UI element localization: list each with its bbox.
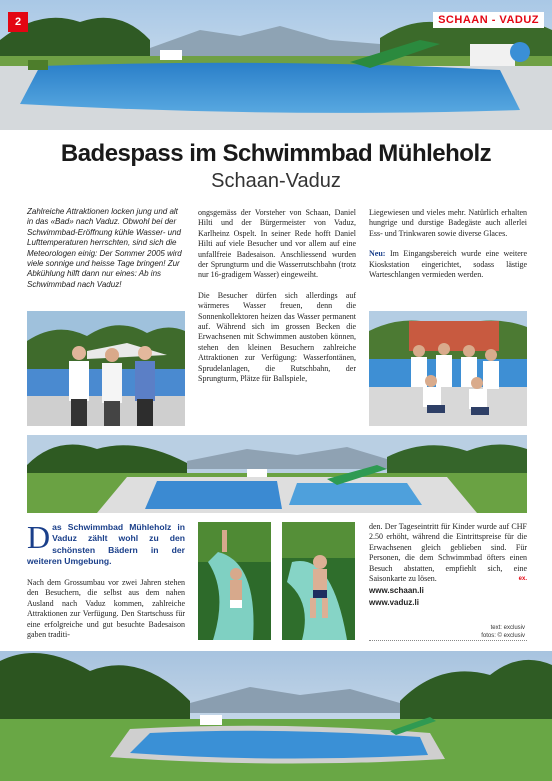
closing-text: den. Der Tageseintritt für Kinder wurde auf CHF 2.50 erhöht, während die Eintrittspreise für die Erwachsenen gleich geblieben sind. Für Personen, die dem Schwimmbad öfters einen Besuch abstatten, empfiehlt sich, eine Saisonkarte zu lösen. [369, 522, 527, 584]
credits [481, 624, 525, 640]
neu-text: Im Eingangsbereich wurde eine weitere Kioskstation eingerichtet, sodass lästige Warteschlangen vermieden werden. [369, 249, 527, 280]
slide-photo-1 [198, 522, 271, 640]
article-paragraph: Nach dem Grossumbau vor zwei Jahren stehen den Besuchern, die selbst aus dem nahen Ausland nach Vaduz kommen, zahlreiche Attraktionen zur Verfügung. Den Startschuss für eine erfolgreiche und gut besuchte Badesaison gaben traditi- [27, 578, 185, 640]
intro-paragraph: Zahlreiche Attraktionen locken jung und alt in das «Bad» nach Vaduz. Obwohl bei der Schwimmbad-Eröffnung kühle Wasser- und Lufttemperaturen herrschten, sind sich die Meteorologen einig: Der Sommer 2005 wird viele sonnige und heisse Tage bringen! Zur Abkühlung hilft dann nur eines: Ab ins Schwimmbad nach Vaduz! [27, 207, 182, 289]
link-vaduz[interactable]: www.vaduz.li [369, 598, 419, 608]
article-column-3-bottom [369, 522, 527, 608]
drop-cap: D [27, 519, 51, 555]
article-paragraph: Die Besucher dürfen sich allerdings auf wärmeres Wasser freuen, denn die Sonnenkollektoren heizen das Wasser permanent auf. Während sich im grossen Becken die Erwachsenen mit Schwimmen austoben können, stehen den kleinen Besuchern zahlreiche Attraktionen zur Verfügung: Wasserfontänen, Sprudelanlagen, die Rutschbahn, der Sprungturm, Plätze für Ballspiele, [198, 290, 356, 384]
link-schaan[interactable]: www.schaan.li [369, 586, 424, 596]
article-paragraph: ongsgemäss der Vorsteher von Schaan, Daniel Hilti und der Bürgermeister von Vaduz, Karlheinz Ospelt. In seiner Rede hofft Daniel Hilti auf viele Besucher und vor allem auf eine unfallfreie Badesaison. Anschliessend wurden der Sprungturm und die Wasserrutschbahn (trotz nur 16-gradigem Wasser) eingeweiht. [198, 208, 356, 280]
lead-paragraph [27, 519, 185, 567]
article-paragraph [369, 249, 527, 280]
pool-panorama-photo-bottom [0, 651, 552, 781]
section-tag: SCHAAN - VADUZ [433, 12, 544, 28]
article-paragraph: Liegewiesen und vieles mehr. Natürlich erhalten hungrige und durstige Badegäste auch allerlei Ess- und Trinkwaren sowie diverse Glaces. [369, 208, 527, 238]
page-subtitle: Schaan-Vaduz [211, 170, 341, 192]
article-column-3 [369, 208, 527, 290]
page-number: 2 [8, 12, 28, 32]
staff-team-photo [369, 311, 527, 426]
photo-credit: fotos: © exclusiv [481, 633, 525, 639]
slide-photo-2 [282, 522, 355, 640]
pool-panorama-photo-middle [27, 435, 527, 513]
lead-text: as Schwimmbad Mühleholz in Vaduz zählt wohl zu den schönsten Bädern in der weiteren Umgebung. [27, 522, 185, 566]
article-column-2 [198, 208, 356, 395]
page-title: Badespass im Schwimmbad Mühleholz [60, 140, 492, 167]
article-paragraph [369, 522, 527, 584]
author-signoff: ex. [518, 576, 527, 583]
officials-photo [27, 311, 185, 426]
neu-label: Neu: [369, 249, 386, 259]
divider [369, 640, 527, 641]
text-credit: text: exclusiv [490, 625, 525, 631]
